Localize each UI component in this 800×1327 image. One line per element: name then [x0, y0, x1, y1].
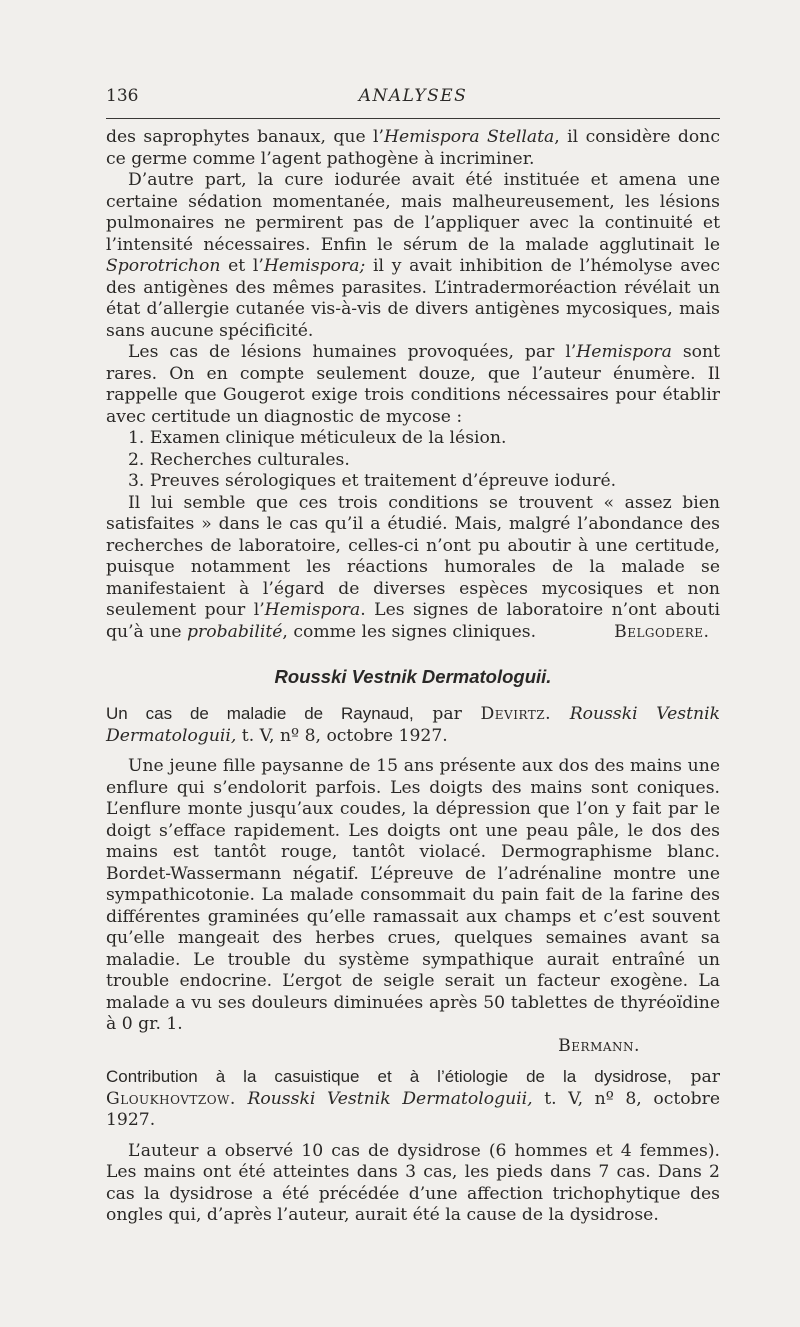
article-heading: Un cas de maladie de Raynaud, par Devirtz. Rousski Vestnik Dermatologuii, t. V, nº 8, octobre 1927.	[106, 704, 720, 746]
paragraph: des saprophytes banaux, que l’Hemispora Stellata, il considère donc ce germe comme l’agent pathogène à incriminer.	[106, 127, 720, 169]
header-rule	[106, 118, 720, 119]
signature: Belgodere.	[614, 621, 710, 642]
paragraph: D’autre part, la cure iodurée avait été instituée et amena une certaine sédation momentanée, mais malheureusement, les lésions pulmonaires ne permirent pas de l’appliquer avec la continuité et l’intensité nécessaires. Enfin le sérum de la malade agglutinait le Sporotrichon et l’Hemispora; il y avait inhibition de l’hémolyse avec des antigènes des mêmes parasites. L’intradermoréaction révélait un état d’allergie cutanée vis-à-vis de divers antigènes mycosiques, mais sans aucune spécificité.	[106, 170, 721, 341]
paragraph: Les cas de lésions humaines provoquées, par l’Hemispora sont rares. On en compte seulement douze, que l’auteur énumère. Il rappelle que Gougerot exige trois conditions nécessaires pour établir avec certitude un diagnostic de mycose :	[106, 342, 721, 427]
running-title: ANALYSES	[358, 86, 468, 106]
signature: Bermann.	[558, 1035, 640, 1056]
article-text: Une jeune fille paysanne de 15 ans présente aux dos des mains une enflure qui s’endolorit parfois. Les doigts des mains sont coniques. L’enflure monte jusqu’aux coudes, la dépression que l’on y fait par le doigt s’efface rapidement. Les doigts ont une peau pâle, le dos des mains est tantôt rouge, tantôt violacé. Dermographisme blanc. Bordet-Wassermann négatif. L’épreuve de l’adrénaline montre une sympathicotonie. La malade consommait du pain fait de la farine des différentes graminées qu’elle ramassait aux champs et c’est souvent qu’elle mangeait des herbes crues, quelques semaines avant sa maladie. Le trouble du système sympathique aurait entraîné un trouble endocrine. L’ergot de seigle serait un facteur exogène. La malade a vu ses douleurs diminuées après 50 tablettes de thyréoïdine à 0 gr. 1.	[106, 756, 720, 1034]
article-heading: Contribution à la casuistique et à l’étiologie de la dysidrose, par Gloukhovtzow. Rousski Vestnik Dermatologuii, t. V, nº 8, octobre 1927.	[106, 1067, 720, 1130]
list-item: 2. Recherches culturales.	[128, 449, 350, 470]
list-item: 3. Preuves sérologiques et traitement d’épreuve ioduré.	[128, 471, 617, 491]
paragraph: Il lui semble que ces trois conditions se trouvent « assez bien satisfaites » dans le cas qu’il a étudié. Mais, malgré l’abondance des recherches de laboratoire, celles-ci n’ont pu aboutir à une certitude, puisque notamment les réactions humorales de la malade se manifestaient à l’égard de diverses espèces mycosiques et non seulement pour l’Hemispora. Les signes de laboratoire n’ont abouti qu’à une probabilité, comme les signes cliniques. Belgodere.	[106, 492, 720, 642]
article-text: L’auteur a observé 10 cas de dysidrose (6 hommes et 4 femmes). Les mains ont été atteintes dans 3 cas, les pieds dans 7 cas. Dans 2 cas la dysidrose a été précédée d’une affection trichophytique des ongles qui, d’après l’auteur, aurait été la cause de la dysidrose.	[106, 1140, 720, 1225]
running-header	[106, 86, 720, 110]
page-number: 136	[106, 86, 139, 106]
list-item: 1. Examen clinique méticuleux de la lésion.	[128, 428, 507, 448]
page-body	[106, 127, 720, 1227]
section-title: Rousski Vestnik Dermatologuii.	[274, 666, 552, 687]
